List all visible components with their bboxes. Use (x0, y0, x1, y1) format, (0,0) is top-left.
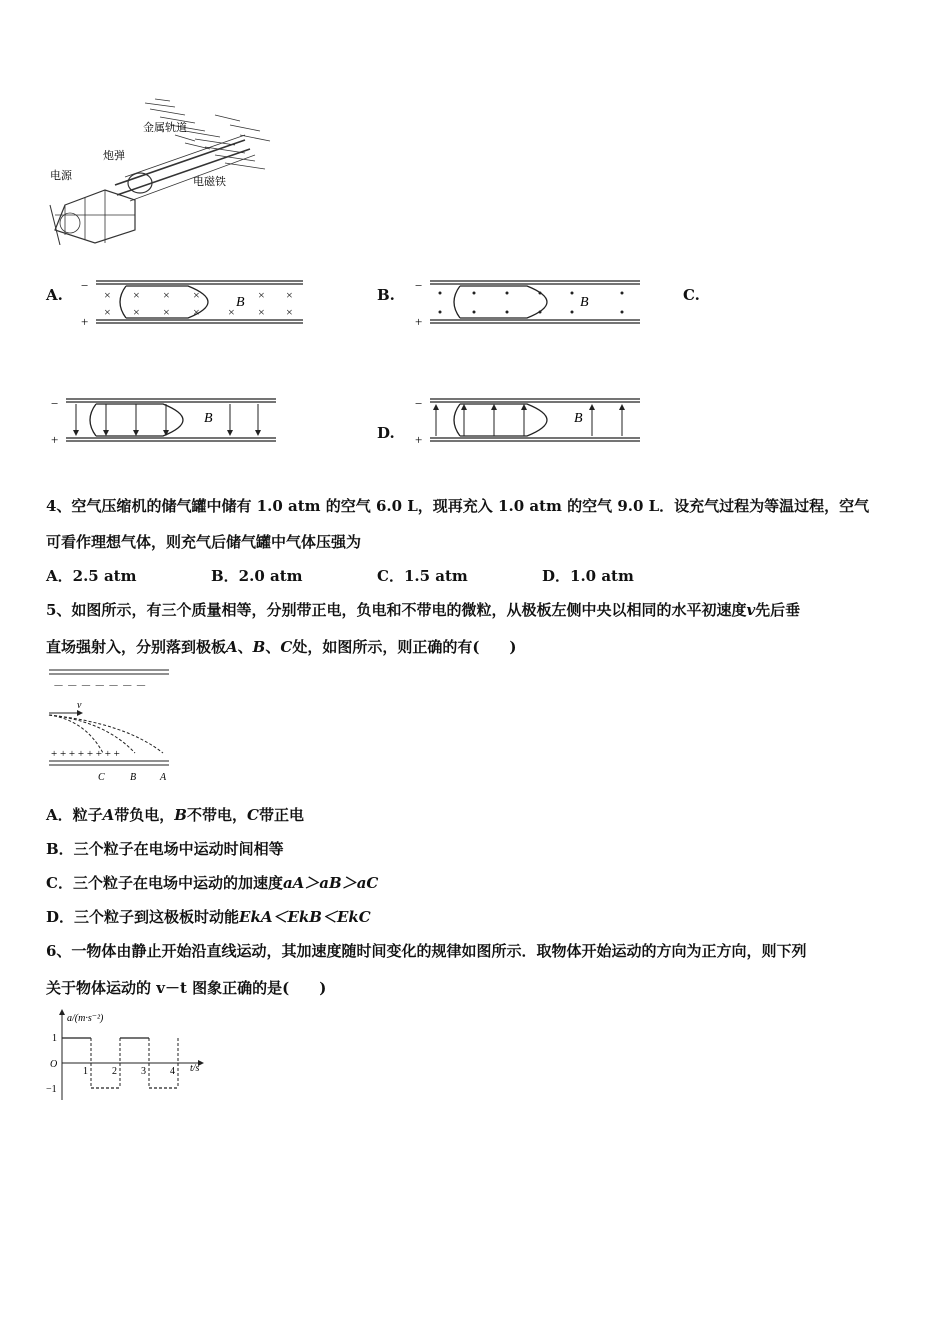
q5-option-d[interactable] (46, 907, 371, 927)
q3-option-b-letter[interactable]: B. (377, 286, 395, 304)
field-b-label: B (574, 411, 583, 426)
q5-line2-text: 直场强射入，分别落到极板 (46, 638, 227, 656)
minus-sign: − (415, 396, 423, 411)
metal-rail-label: 金属轨道 (143, 122, 187, 134)
q3-option-c-letter[interactable]: C. (683, 286, 700, 304)
svg-text:×: × (228, 305, 235, 319)
q4-stem-line1: 4、空气压缩机的储气罐中储有 1.0 atm 的空气 6.0 L，现再充入 1.0 atm 的空气 9.0 L．设充气过程为等温过程，空气 (46, 497, 870, 515)
q3-option-b-figure[interactable] (412, 276, 644, 328)
q4-option-c[interactable]: C．1.5 atm (377, 567, 468, 585)
field-dot-marks (439, 292, 624, 314)
opt-text: 带正电 (258, 806, 304, 824)
field-b-label: B (204, 411, 213, 426)
q6-stem-line1: 6、一物体由静止开始沿直线运动，其加速度随时间变化的规律如图所示．取物体开始运动的方向为正方向，则下列 (46, 942, 807, 960)
railgun-figure (45, 95, 275, 245)
var-c: C (280, 638, 293, 656)
power-label: 电源 (50, 170, 72, 182)
opt-text: 带负电， (114, 806, 175, 824)
field-b-label: B (236, 295, 245, 310)
accel-expression: aA＞aB＞aC (282, 874, 379, 892)
svg-text:×: × (104, 305, 111, 319)
q5-option-a[interactable] (46, 805, 304, 825)
q5-figure (45, 665, 175, 785)
var-v: v (746, 601, 756, 619)
plus-sign: + (81, 314, 89, 328)
q5-option-b[interactable]: B．三个粒子在电场中运动时间相等 (46, 840, 284, 858)
svg-text:×: × (286, 305, 293, 319)
svg-text:×: × (104, 288, 111, 302)
energy-expression: EkA＜EkB＜EkC (239, 908, 371, 926)
minus-sign: − (51, 396, 59, 411)
q4-option-a[interactable]: A．2.5 atm (46, 567, 137, 585)
opt-text: A．粒子 (46, 806, 103, 824)
q6-stem-line2: 关于物体运动的 v－t 图象正确的是( ) (46, 979, 327, 997)
point-a: A (160, 772, 167, 783)
ytick-1: 1 (52, 1033, 57, 1044)
svg-text:×: × (163, 305, 170, 319)
q3-option-a-letter[interactable]: A. (46, 286, 63, 304)
plus-sign: + (51, 432, 59, 446)
opt-text: D．三个粒子到这极板时动能 (46, 908, 240, 926)
origin-label: O (50, 1059, 58, 1070)
field-x-marks (104, 288, 293, 319)
q3-option-d-figure[interactable] (412, 394, 644, 446)
q5-line2-tail: 处，如图所示，则正确的有( ) (292, 638, 517, 656)
electromagnet-label: 电磁铁 (193, 176, 226, 188)
q3-option-c-figure[interactable] (48, 394, 280, 446)
var-a: A (226, 638, 238, 656)
x-axis-label: t/s (190, 1063, 200, 1074)
plus-sign: + (415, 432, 423, 446)
xtick-2: 2 (112, 1066, 117, 1077)
q6-acceleration-chart (42, 1005, 217, 1105)
sep: 、 (265, 638, 281, 656)
q4-option-b[interactable]: B．2.0 atm (211, 567, 303, 585)
q4-option-d[interactable]: D．1.0 atm (542, 567, 634, 585)
var-b: B (252, 638, 266, 656)
svg-text:×: × (193, 305, 200, 319)
minus-sign: − (415, 278, 423, 293)
q5-option-c[interactable] (46, 873, 378, 893)
xtick-4: 4 (170, 1066, 175, 1077)
v-label: v (77, 700, 82, 711)
var-a: A (102, 806, 115, 824)
opt-text: 不带电， (186, 806, 247, 824)
svg-text:×: × (133, 288, 140, 302)
field-down-arrows (76, 404, 258, 434)
point-c: C (98, 772, 105, 783)
xtick-3: 3 (141, 1066, 146, 1077)
point-b: B (130, 772, 137, 783)
svg-text:×: × (258, 305, 265, 319)
minus-row: － － － － － － － (53, 680, 147, 692)
plus-row: + + + + + + + + (51, 748, 120, 760)
q3-option-d-letter[interactable]: D. (377, 424, 395, 442)
plus-sign: + (415, 314, 423, 328)
svg-text:×: × (286, 288, 293, 302)
q5-stem-line1 (46, 600, 800, 620)
svg-text:×: × (163, 288, 170, 302)
q5-line1-text: 5、如图所示，有三个质量相等，分别带正电，负电和不带电的微粒，从极板左侧中央以相同的水平初速度 (46, 601, 747, 619)
q4-stem-line2: 可看作理想气体，则充气后储气罐中气体压强为 (46, 533, 362, 551)
y-axis-label: a/(m·s⁻²) (67, 1013, 104, 1024)
minus-sign: − (81, 278, 89, 293)
var-c: C (247, 806, 259, 824)
field-up-arrows (436, 406, 622, 436)
svg-text:×: × (193, 288, 200, 302)
xtick-1: 1 (83, 1066, 88, 1077)
shell-label: 炮弹 (103, 150, 125, 162)
field-b-label: B (580, 295, 589, 310)
q5-stem-line2 (46, 637, 517, 657)
svg-text:×: × (133, 305, 140, 319)
q5-line1-tail: 先后垂 (755, 601, 801, 619)
q3-option-a-figure[interactable] (78, 276, 308, 328)
opt-text: C．三个粒子在电场中运动的加速度 (46, 874, 283, 892)
sep: 、 (237, 638, 253, 656)
var-b: B (174, 806, 187, 824)
svg-text:×: × (258, 288, 265, 302)
ytick-neg1: −1 (46, 1084, 57, 1095)
